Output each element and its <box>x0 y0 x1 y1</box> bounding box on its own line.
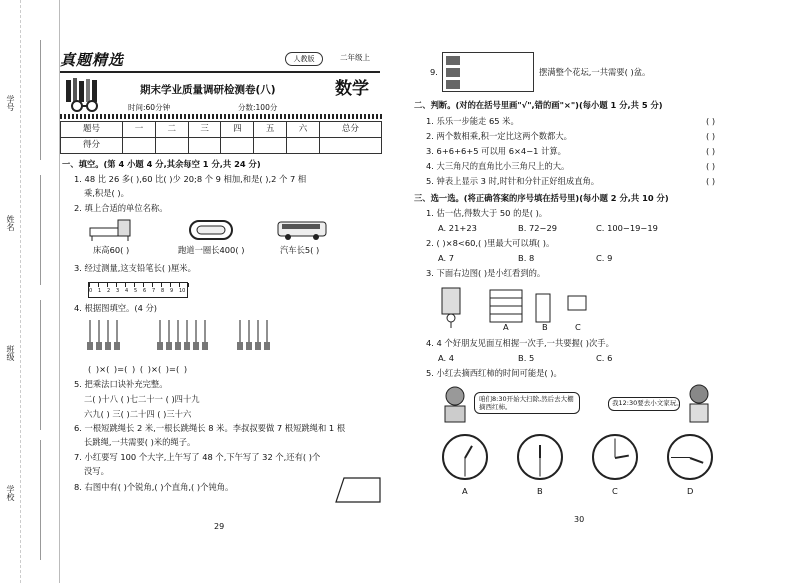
score-header-cell: 题号 <box>61 122 123 138</box>
ruler-number: 4 <box>125 288 129 294</box>
flower-pots <box>446 56 460 90</box>
section-3-heading: 三、选一选。(将正确答案的序号填在括号里)(每小题 2 分,共 10 分) <box>414 193 669 203</box>
flowerbed-grid <box>442 52 534 92</box>
hanging-pot <box>157 342 163 350</box>
clock-d <box>667 434 713 480</box>
question-8: 8. 右图中有( )个锐角,( )个直角,( )个钝角。 <box>74 482 234 492</box>
hanging-pot <box>202 342 208 350</box>
judge-item-1: 1. 乐乐一步能走 65 米。 <box>426 116 519 126</box>
score-header-cell: 一 <box>123 122 156 138</box>
choice-3-option-b: B <box>542 322 548 332</box>
spine-label-class: 班级 <box>6 345 15 361</box>
q2-label-bed: 床高60( ) <box>93 245 130 255</box>
choice-2-option-b: B. 8 <box>518 253 535 263</box>
clock-c <box>592 434 638 480</box>
exam-title: 期末学业质量调研检测卷(八) <box>140 84 276 96</box>
ruler <box>88 282 188 298</box>
question-1-line1: 1. 48 比 26 多( ),60 比( )少 20;8 个 9 相加,和是( ),2 个 7 相 <box>74 174 307 184</box>
judge-answer-1[interactable]: ( ) <box>706 116 716 126</box>
choice-3-option-a: A <box>503 322 509 332</box>
clock-label-b: B <box>537 486 543 496</box>
girl-avatar-icon <box>684 382 714 424</box>
score-cell[interactable] <box>188 138 221 154</box>
hanging-pot <box>87 342 93 350</box>
bus-icon <box>276 220 328 242</box>
judge-answer-3[interactable]: ( ) <box>706 146 716 156</box>
question-4-blanks: ( )×( )=( ) ( )×( )=( ) <box>88 364 188 374</box>
hanging-pot <box>264 342 270 350</box>
score-header-cell: 总分 <box>319 122 381 138</box>
ruler-number: 1 <box>98 288 102 294</box>
time-limit: 时间:60分钟 <box>128 103 171 112</box>
judge-answer-2[interactable]: ( ) <box>706 131 716 141</box>
grade-label: 二年级上 <box>340 53 370 62</box>
choice-2-option-c: C. 9 <box>596 253 613 263</box>
hanging-pot <box>114 342 120 350</box>
ruler-number: 9 <box>170 288 174 294</box>
question-2: 2. 填上合适的单位名称。 <box>74 203 168 213</box>
ruler-numbers <box>89 288 189 298</box>
choice-4-option-b: B. 5 <box>518 353 535 363</box>
question-6-line2: 长跳绳,一共需要( )米的绳子。 <box>84 437 196 447</box>
score-header-cell: 二 <box>155 122 188 138</box>
choice-question-1: 1. 估一估,得数大于 50 的是( )。 <box>426 208 548 218</box>
score-cell[interactable] <box>254 138 287 154</box>
choice-4-option-a: A. 4 <box>438 353 455 363</box>
question-1-line2: 乘,积是( )。 <box>84 188 129 198</box>
clock-a <box>442 434 488 480</box>
score-table <box>60 121 382 154</box>
hanging-pot <box>246 342 252 350</box>
clock-label-d: D <box>687 486 694 496</box>
ruler-number: 8 <box>161 288 165 294</box>
hanging-pot <box>96 342 102 350</box>
hanging-pot <box>184 342 190 350</box>
ruler-number: 7 <box>152 288 156 294</box>
score-cell[interactable] <box>221 138 254 154</box>
hanging-pot <box>105 342 111 350</box>
score-header-cell: 四 <box>221 122 254 138</box>
judge-answer-5[interactable]: ( ) <box>706 176 716 186</box>
question-7-line1: 7. 小红要写 100 个大字,上午写了 48 个,下午写了 32 个,还有( )个 <box>74 452 321 462</box>
spine-label-school: 学校 <box>6 485 15 501</box>
question-7-line2: 没写。 <box>84 466 109 476</box>
section-2-heading: 二、判断。(对的在括号里画"√",错的画"×")(每小题 1 分,共 5 分) <box>414 100 663 110</box>
edition-badge: 人教版 <box>285 52 323 66</box>
judge-item-5: 5. 钟表上显示 3 时,时针和分针正好组成直角。 <box>426 176 600 186</box>
spine-label-name: 姓名 <box>6 215 15 231</box>
choice-4-option-c: C. 6 <box>596 353 613 363</box>
banner-title: 真题精选 <box>60 51 125 69</box>
score-header-cell: 五 <box>254 122 287 138</box>
question-5-row1: 二( )十八 ( )七二十一 ( )四十九 <box>84 394 200 404</box>
choice-question-3: 3. 下面右边图( )是小红看到的。 <box>426 268 546 278</box>
question-4: 4. 根据图填空。(4 分) <box>74 303 158 313</box>
subject-title: 数学 <box>335 79 369 99</box>
choice-1-option-c: C. 100−19−19 <box>596 223 658 233</box>
judge-item-4: 4. 大三角尺的直角比小三角尺上的大。 <box>426 161 570 171</box>
ruler-number: 2 <box>107 288 111 294</box>
q2-label-track: 跑道一圈长400( ) <box>178 245 245 255</box>
choice-question-5: 5. 小红去摘西红柿的时间可能是( )。 <box>426 368 562 378</box>
score-row-label: 得分 <box>61 138 123 154</box>
ruler-number: 6 <box>143 288 147 294</box>
hanging-pot <box>193 342 199 350</box>
header-banner <box>60 50 380 70</box>
q2-label-bus: 汽车长5( ) <box>280 245 320 255</box>
question-5: 5. 把乘法口诀补充完整。 <box>74 379 168 389</box>
spine-label-student-number: 学号 <box>6 95 15 111</box>
page-number-right: 30 <box>574 515 585 524</box>
choice-3-option-c: C <box>575 322 581 332</box>
score-cell[interactable] <box>155 138 188 154</box>
ruler-number: 0 <box>89 288 93 294</box>
trapezoid-figure <box>334 476 382 504</box>
speech-bubble-2: 我12:30要去小文家玩。 <box>608 397 680 411</box>
question-9-text: 摆满整个花坛,一共需要( )盆。 <box>539 67 651 77</box>
total-score: 分数:100分 <box>238 103 278 112</box>
hanging-pot <box>175 342 181 350</box>
hanging-pots-figure <box>86 320 286 360</box>
hanging-pot <box>237 342 243 350</box>
ruler-number: 3 <box>116 288 120 294</box>
clock-b <box>517 434 563 480</box>
hanging-pot <box>166 342 172 350</box>
score-cell[interactable] <box>123 138 156 154</box>
woman-avatar-icon <box>440 384 470 424</box>
question-5-row2: 六九( ) 三( )二十四 ( )三十六 <box>84 409 192 419</box>
bed-icon <box>88 218 134 242</box>
choice-2-option-a: A. 7 <box>438 253 455 263</box>
judge-item-2: 2. 两个数相乘,积一定比这两个数都大。 <box>426 131 572 141</box>
choice-1-option-a: A. 21+23 <box>438 223 477 233</box>
right-page <box>400 0 800 583</box>
choice-question-2: 2. ( )×8<60,( )里最大可以填( )。 <box>426 238 555 248</box>
ruler-number: 10 <box>179 288 186 294</box>
judge-item-3: 3. 6+6+6+5 可以用 6×4−1 计算。 <box>426 146 566 156</box>
page-number-left: 29 <box>214 522 225 531</box>
score-header-cell: 三 <box>188 122 221 138</box>
clock-label-c: C <box>612 486 618 496</box>
books-glasses-icon <box>64 78 108 112</box>
score-cell[interactable] <box>287 138 320 154</box>
clock-label-a: A <box>462 486 468 496</box>
hanging-pot <box>255 342 261 350</box>
question-3: 3. 经过测量,这支铅笔长( )厘米。 <box>74 263 196 273</box>
banner-rule <box>60 71 380 73</box>
score-cell[interactable] <box>319 138 381 154</box>
running-track-icon <box>188 218 234 242</box>
score-header-cell: 六 <box>287 122 320 138</box>
question-6-line1: 6. 一根短跳绳长 2 米,一根长跳绳长 8 米。李叔叔要做 7 根短跳绳和 1 根 <box>74 423 346 433</box>
question-9-number: 9. <box>430 67 438 77</box>
choice-question-4: 4. 4 个好朋友见面互相握一次手,一共要握( )次手。 <box>426 338 614 348</box>
ruler-number: 5 <box>134 288 138 294</box>
cabinet-views-figure <box>440 284 590 330</box>
choice-1-option-b: B. 72−29 <box>518 223 558 233</box>
ruler-ticks <box>89 283 189 287</box>
judge-answer-4[interactable]: ( ) <box>706 161 716 171</box>
speech-bubble-1: 咱们8:30开始大扫除,然后去大棚摘西红柿。 <box>474 392 580 414</box>
decorative-stripe <box>60 114 382 119</box>
section-1-heading: 一、填空。(第 4 小题 4 分,其余每空 1 分,共 24 分) <box>62 159 261 169</box>
